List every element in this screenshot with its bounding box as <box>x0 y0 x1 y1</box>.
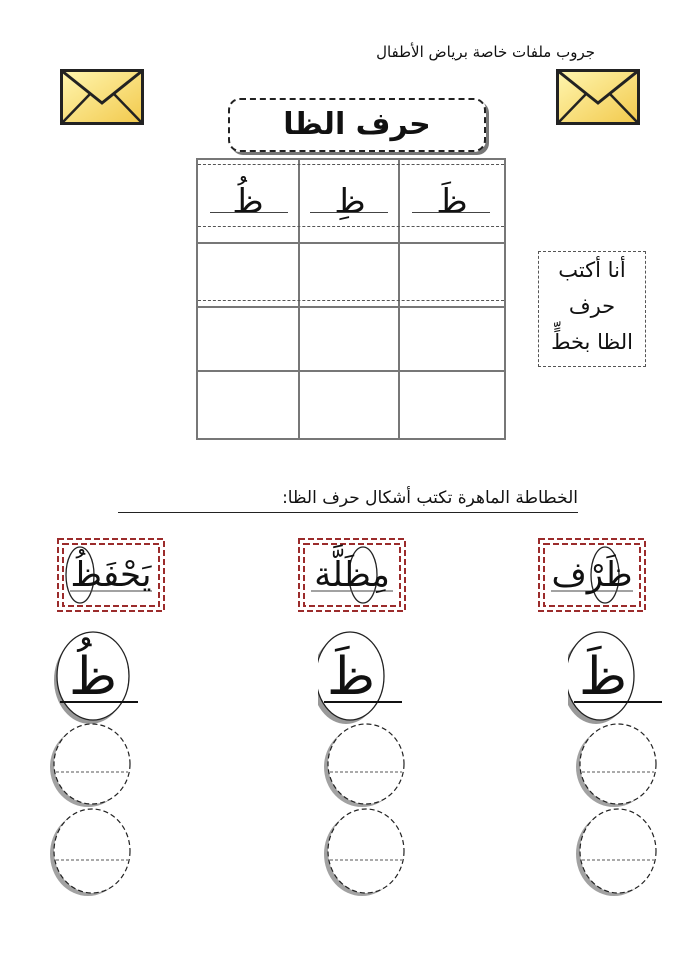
word-box-zarf <box>537 537 647 613</box>
envelope-icon <box>60 69 144 125</box>
practice-oval <box>44 722 140 808</box>
practice-oval <box>318 806 414 898</box>
envelope-icon <box>556 69 640 125</box>
grid-letter-damma: ظُ <box>232 182 264 222</box>
word-zarf: ظَرْف <box>551 555 633 595</box>
practice-oval <box>570 722 666 808</box>
word-mizalla: مِظَلَّة <box>314 555 390 595</box>
word-yahfaz: يَحْفَظُ <box>70 555 152 595</box>
page-title: حرف الظا <box>283 107 431 142</box>
practice-letter-fatha: ظَ <box>326 647 376 707</box>
side-note <box>538 251 646 367</box>
grid-letter-kasra: ظِ <box>334 182 366 222</box>
header-caption: جروب ملفات خاصة برياض الأطفال <box>376 43 595 61</box>
practice-letter-damma: ظُ <box>68 647 118 707</box>
grid-letter-fatha: ظَ <box>436 182 468 222</box>
side-note-line: أنا أكتب <box>558 258 626 282</box>
side-note-line: حرف <box>568 294 616 318</box>
practice-oval <box>318 722 414 808</box>
instruction-text: الخطاطة الماهرة تكتب أشكال حرف الظا: <box>118 486 578 513</box>
practice-letter-fatha: ظَ <box>578 647 628 707</box>
word-box-yahfaz <box>56 537 166 613</box>
page-title-box <box>228 98 486 152</box>
practice-oval <box>570 806 666 898</box>
writing-grid <box>196 158 506 440</box>
practice-oval <box>44 806 140 898</box>
word-box-mizalla <box>297 537 407 613</box>
side-note-line: الظا بخطٍّ <box>551 330 633 354</box>
